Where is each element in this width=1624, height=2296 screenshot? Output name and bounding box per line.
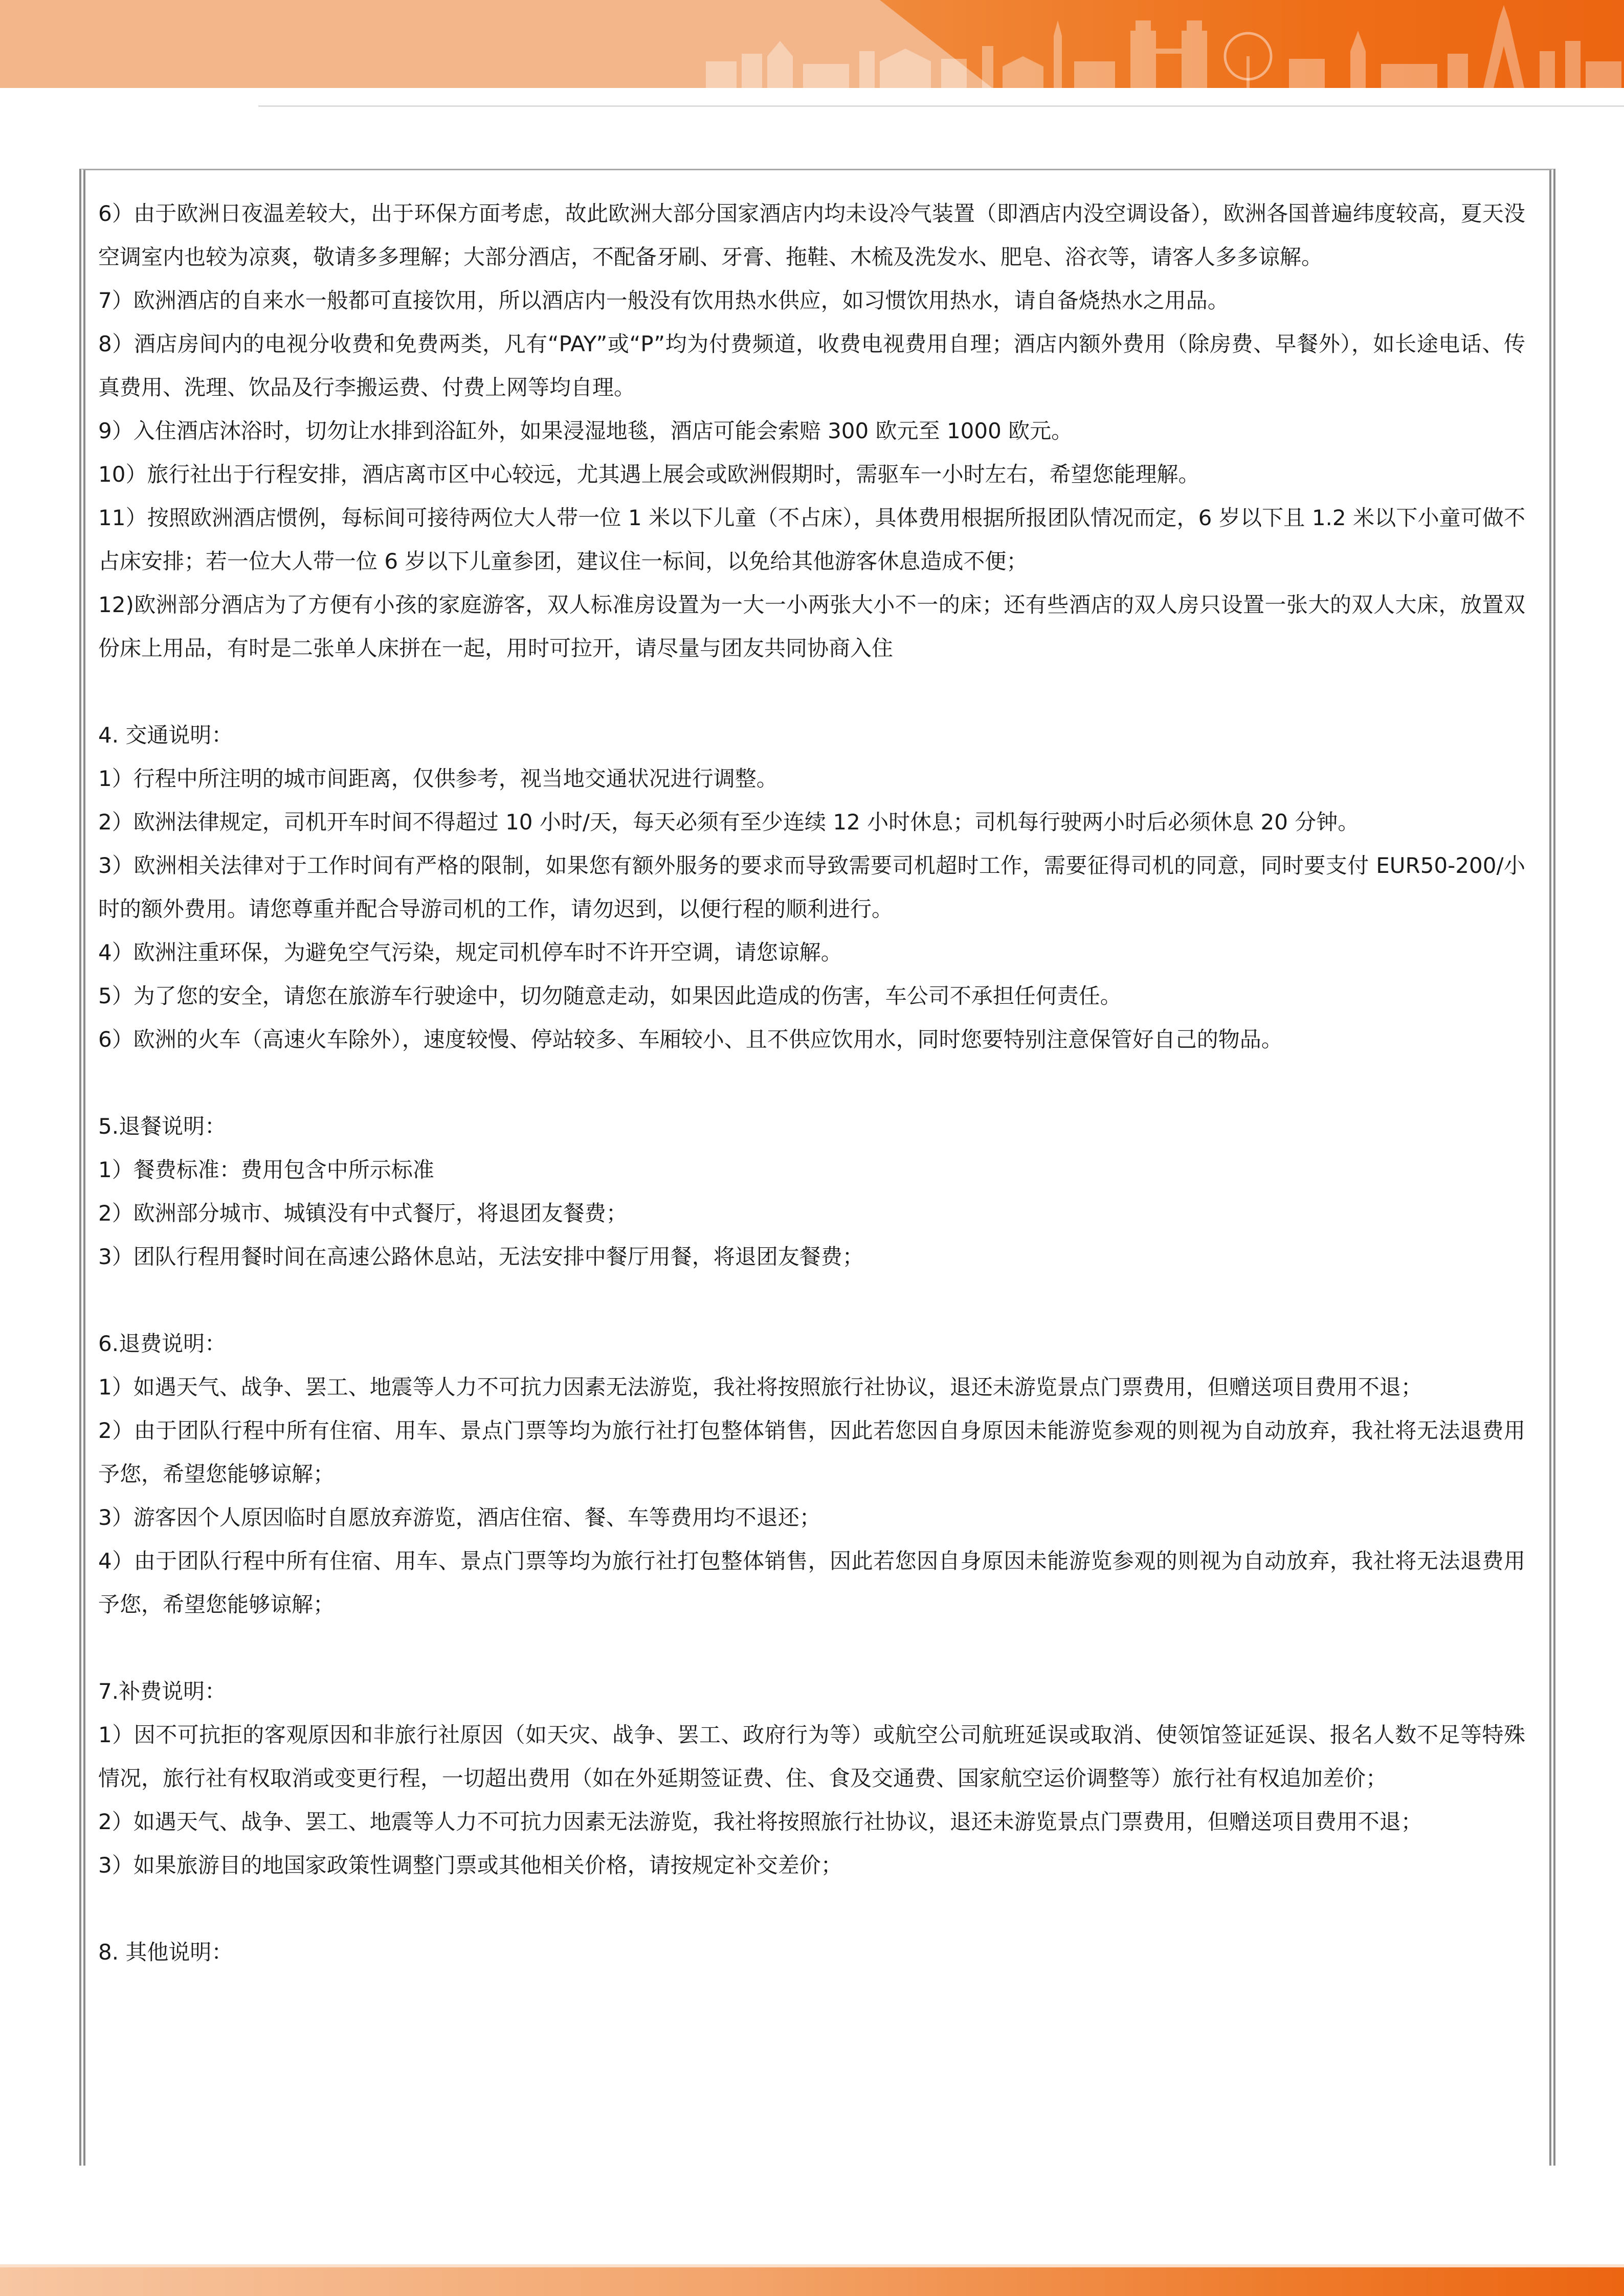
blank-line	[98, 1887, 1525, 1930]
transport-note-3: 3）欧洲相关法律对于工作时间有严格的限制，如果您有额外服务的要求而导致需要司机超时工作，需要征得司机的同意，同时要支付 EUR50-200/小时的额外费用。请您尊重并配合导游司机的工作，请勿迟到，以便行程的顺利进行。	[98, 853, 1525, 921]
refund-note-1: 1）如遇天气、战争、罢工、地震等人力不可抗力因素无法游览，我社将按照旅行社协议，退还未游览景点门票费用，但赠送项目费用不退；	[98, 1375, 1422, 1400]
european-skyline-illustration	[685, 0, 1624, 88]
header-banner	[0, 0, 1624, 88]
meal-note-3: 3）团队行程用餐时间在高速公路休息站，无法安排中餐厅用餐，将退团友餐费；	[98, 1244, 864, 1269]
section-heading-meal-refund: 5.退餐说明：	[98, 1114, 227, 1139]
transport-note-4: 4）欧洲注重环保，为避免空气污染，规定司机停车时不许开空调，请您谅解。	[98, 940, 842, 965]
section-heading-surcharge: 7.补费说明：	[98, 1679, 227, 1704]
blank-line	[98, 1626, 1525, 1670]
section-heading-refund: 6.退费说明：	[98, 1331, 227, 1356]
blank-line	[98, 670, 1525, 713]
hotel-note-8: 8）酒店房间内的电视分收费和免费两类，凡有“PAY”或“P”均为付费频道，收费电视费用自理；酒店内额外费用（除房费、早餐外），如长途电话、传真费用、洗理、饮品及行李搬运费、付费上网等均自理。	[98, 331, 1525, 400]
refund-note-2: 2）由于团队行程中所有住宿、用车、景点门票等均为旅行社打包整体销售，因此若您因自身原因未能游览参观的则视为自动放弃，我社将无法退费用予您，希望您能够谅解；	[98, 1418, 1525, 1487]
section-heading-transport: 4. 交通说明：	[98, 723, 233, 748]
document-body	[98, 192, 1525, 1974]
hotel-note-11: 11）按照欧洲酒店惯例，每标间可接待两位大人带一位 1 米以下儿童（不占床），具体费用根据所报团队情况而定，6 岁以下且 1.2 米以下小童可做不占床安排；若一位大人带一位 6 岁以下儿童参团，建议住一标间，以免给其他游客休息造成不便；	[98, 505, 1525, 574]
transport-note-1: 1）行程中所注明的城市间距离，仅供参考，视当地交通状况进行调整。	[98, 766, 778, 791]
blank-line	[98, 1061, 1525, 1105]
section-heading-other: 8. 其他说明：	[98, 1940, 233, 1965]
meal-note-2: 2）欧洲部分城市、城镇没有中式餐厅，将退团友餐费；	[98, 1201, 628, 1226]
hotel-note-12: 12)欧洲部分酒店为了方便有小孩的家庭游客，双人标准房设置为一大一小两张大小不一的床；还有些酒店的双人房只设置一张大的双人大床，放置双份床上用品，有时是二张单人床拼在一起，用时可拉开，请尽量与团友共同协商入住	[98, 592, 1525, 661]
hotel-note-9: 9）入住酒店沐浴时，切勿让水排到浴缸外，如果浸湿地毯，酒店可能会索赔 300 欧元至 1000 欧元。	[98, 418, 1073, 443]
surcharge-note-2: 2）如遇天气、战争、罢工、地震等人力不可抗力因素无法游览，我社将按照旅行社协议，退还未游览景点门票费用，但赠送项目费用不退；	[98, 1809, 1422, 1834]
transport-note-2: 2）欧洲法律规定，司机开车时间不得超过 10 小时/天，每天必须有至少连续 12 小时休息；司机每行驶两小时后必须休息 20 分钟。	[98, 809, 1360, 835]
footer-banner	[0, 2264, 1624, 2296]
hotel-note-6: 6）由于欧洲日夜温差较大，出于环保方面考虑，故此欧洲大部分国家酒店内均未设冷气装置（即酒店内没空调设备），欧洲各国普遍纬度较高，夏天没空调室内也较为凉爽，敬请多多理解；大部分酒店，不配备牙刷、牙膏、拖鞋、木梳及洗发水、肥皂、浴衣等，请客人多多谅解。	[98, 201, 1525, 269]
footer-banner-edge	[0, 2264, 1624, 2267]
hotel-note-10: 10）旅行社出于行程安排，酒店离市区中心较远，尤其遇上展会或欧洲假期时，需驱车一小时左右，希望您能理解。	[98, 462, 1200, 487]
meal-note-1: 1）餐费标准：费用包含中所示标准	[98, 1157, 434, 1182]
blank-line	[98, 1278, 1525, 1322]
transport-note-5: 5）为了您的安全，请您在旅游车行驶途中，切勿随意走动，如果因此造成的伤害，车公司不承担任何责任。	[98, 983, 1122, 1008]
surcharge-note-1: 1）因不可抗拒的客观原因和非旅行社原因（如天灾、战争、罢工、政府行为等）或航空公司航班延误或取消、使领馆签证延误、报名人数不足等特殊情况，旅行社有权取消或变更行程，一切超出费用（如在外延期签证费、住、食及交通费、国家航空运价调整等）旅行社有权追加差价；	[98, 1722, 1525, 1791]
refund-note-4: 4）由于团队行程中所有住宿、用车、景点门票等均为旅行社打包整体销售，因此若您因自身原因未能游览参观的则视为自动放弃，我社将无法退费用予您，希望您能够谅解；	[98, 1548, 1525, 1617]
hotel-note-7: 7）欧洲酒店的自来水一般都可直接饮用，所以酒店内一般没有饮用热水供应，如习惯饮用热水，请自备烧热水之用品。	[98, 288, 1229, 313]
refund-note-3: 3）游客因个人原因临时自愿放弃游览，酒店住宿、餐、车等费用均不退还；	[98, 1505, 821, 1530]
surcharge-note-3: 3）如果旅游目的地国家政策性调整门票或其他相关价格，请按规定补交差价；	[98, 1853, 842, 1878]
header-divider-line	[258, 105, 1624, 107]
transport-note-6: 6）欧洲的火车（高速火车除外），速度较慢、停站较多、车厢较小、且不供应饮用水，同时您要特别注意保管好自己的物品。	[98, 1027, 1283, 1052]
